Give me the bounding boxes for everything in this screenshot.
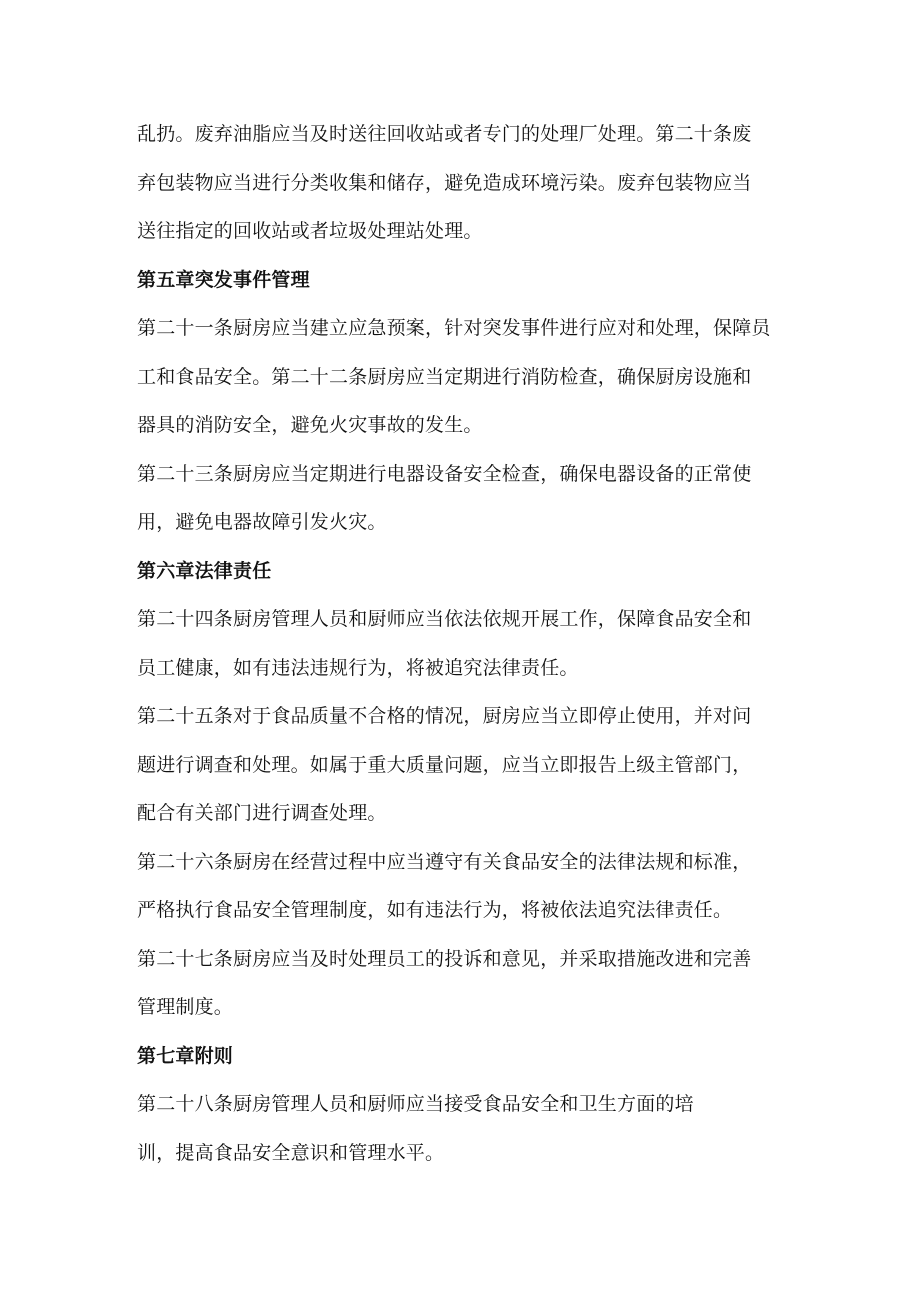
text-line: 题进行调查和处理。如属于重大质量问题，应当立即报告上级主管部门， bbox=[137, 753, 752, 776]
text-line: 配合有关部门进行调查处理。 bbox=[137, 802, 387, 824]
text-line: 第二十四条厨房管理人员和厨师应当依法依规开展工作，保障食品安全和 bbox=[137, 608, 752, 630]
text-line: 第二十五条对于食品质量不合格的情况，厨房应当立即停止使用，并对问 bbox=[137, 705, 752, 727]
text-line: 严格执行食品安全管理制度，如有违法行为，将被依法追究法律责任。 bbox=[137, 899, 733, 921]
text-line: 送往指定的回收站或者垃圾处理站处理。 bbox=[137, 220, 483, 242]
document-page bbox=[137, 110, 787, 1177]
text-line: 器具的消防安全，避免火灾事故的发生。 bbox=[137, 414, 483, 436]
text-line: 员工健康，如有违法违规行为，将被追究法律责任。 bbox=[137, 656, 579, 679]
text-line: 训，提高食品安全意识和管理水平。 bbox=[137, 1141, 445, 1164]
chapter-heading: 第五章突发事件管理 bbox=[137, 268, 310, 291]
text-line: 工和食品安全。第二十二条厨房应当定期进行消防检查，确保厨房设施和 bbox=[137, 365, 752, 388]
text-line: 用，避免电器故障引发火灾。 bbox=[137, 511, 387, 533]
text-line: 弃包装物应当进行分类收集和储存，避免造成环境污染。废弃包装物应当 bbox=[137, 171, 752, 194]
text-line: 第二十八条厨房管理人员和厨师应当接受食品安全和卫生方面的培 bbox=[137, 1093, 694, 1115]
text-line: 管理制度。 bbox=[137, 996, 234, 1018]
text-line: 第二十七条厨房应当及时处理员工的投诉和意见，并采取措施改进和完善 bbox=[137, 947, 752, 970]
text-line: 第二十一条厨房应当建立应急预案，针对突发事件进行应对和处理，保障员 bbox=[137, 317, 771, 339]
text-line: 第二十六条厨房在经营过程中应当遵守有关食品安全的法律法规和标准， bbox=[137, 850, 752, 873]
text-line: 乱扔。废弃油脂应当及时送往回收站或者专门的处理厂处理。第二十条废 bbox=[137, 123, 752, 145]
text-line: 第二十三条厨房应当定期进行电器设备安全检查，确保电器设备的正常使 bbox=[137, 462, 752, 485]
chapter-heading: 第七章附则 bbox=[137, 1044, 234, 1067]
chapter-heading: 第六章法律责任 bbox=[137, 559, 272, 582]
